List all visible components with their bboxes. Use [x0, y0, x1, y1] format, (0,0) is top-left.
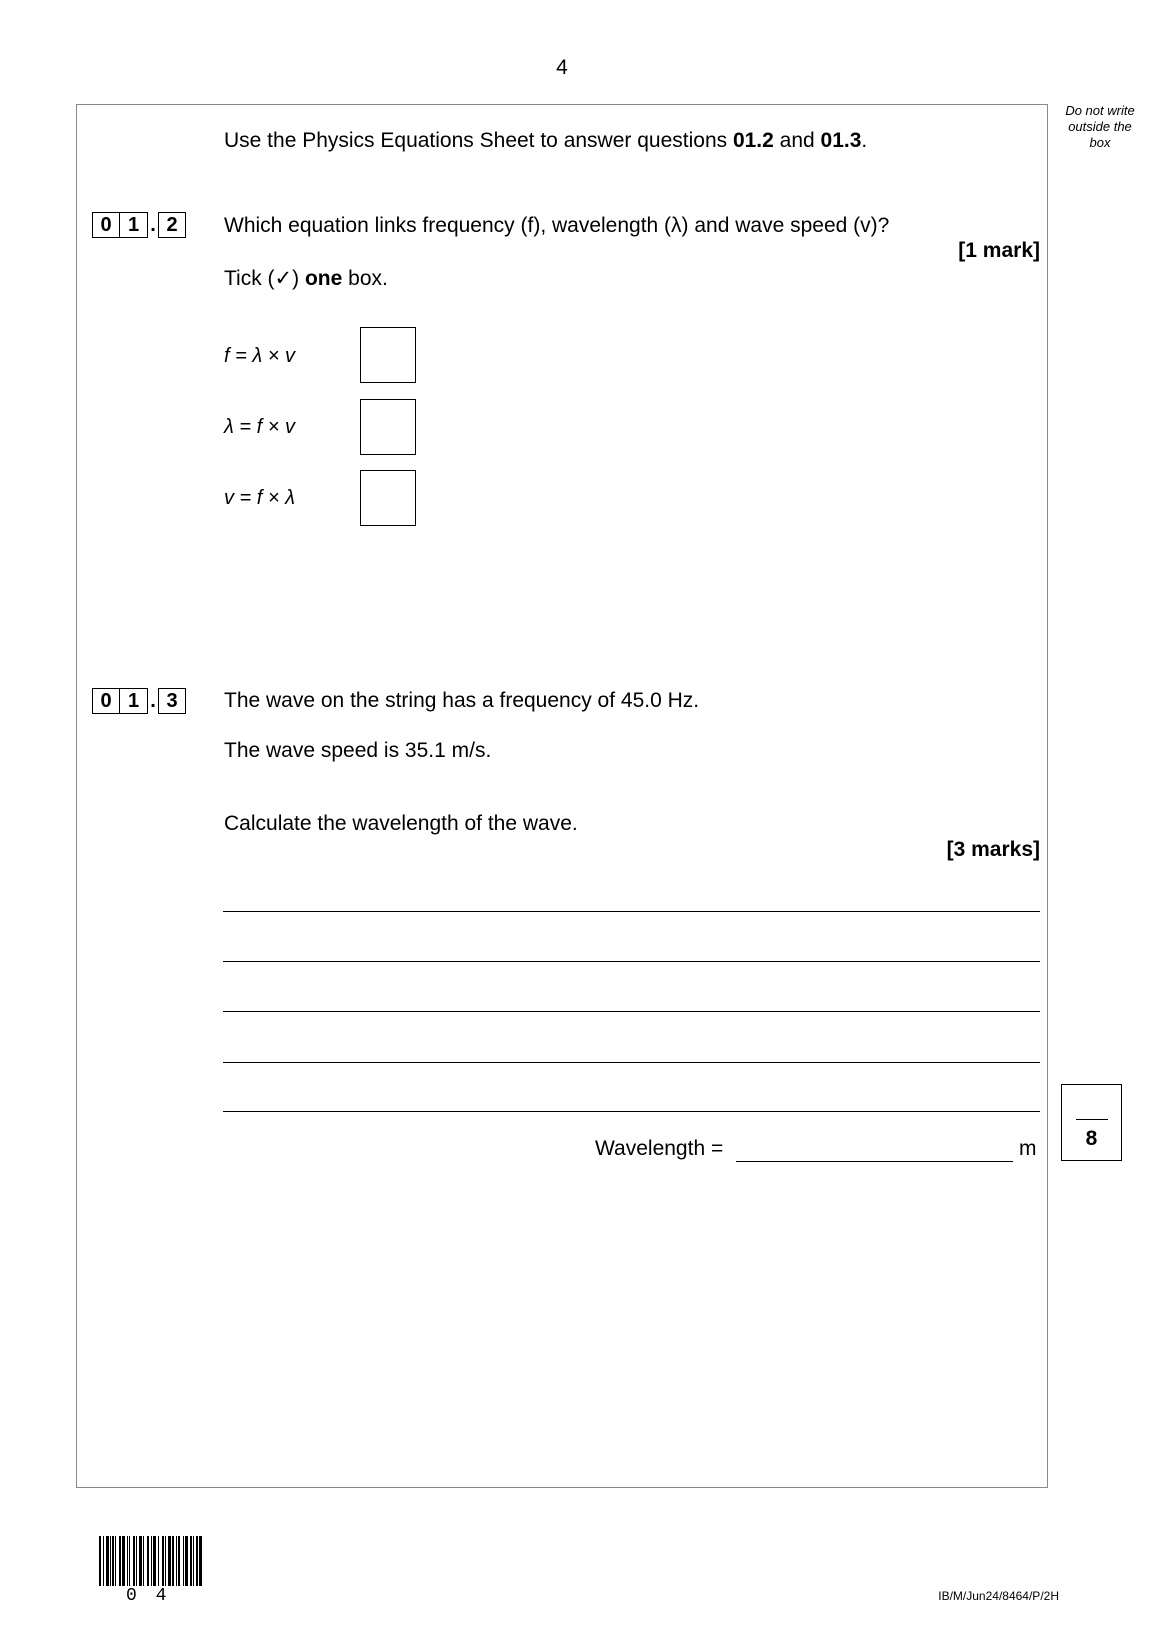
- intro-text: [224, 129, 867, 153]
- question-text-01-2: Which equation links frequency (f), wavelength (λ) and wave speed (v)?: [224, 214, 890, 237]
- answer-frame: [76, 104, 1048, 1488]
- margin-note: Do not write outside the box: [1065, 103, 1135, 150]
- option-label: f = λ × v: [224, 345, 295, 367]
- intro-q2: 01.3: [820, 129, 862, 152]
- intro-q1: 01.2: [732, 129, 774, 152]
- question-number-01-2: 0 1 . 2: [92, 211, 186, 239]
- question-text-01-3-line1: The wave on the string has a frequency of 45.0 Hz.: [224, 689, 700, 712]
- question-text-01-3-line2: The wave speed is 35.1 m/s.: [224, 739, 492, 762]
- digit: 1: [120, 212, 148, 238]
- digit: 2: [158, 212, 186, 238]
- marks-total: 8: [1085, 1127, 1098, 1150]
- digit: 3: [158, 688, 186, 714]
- digit: 0: [92, 688, 120, 714]
- tick-instruction: [224, 267, 388, 291]
- intro-end: .: [861, 129, 868, 152]
- wavelength-label: Wavelength =: [595, 1137, 724, 1160]
- digit: 1: [120, 688, 148, 714]
- question-number-01-3: 0 1 . 3: [92, 687, 186, 715]
- wavelength-answer-field[interactable]: [736, 1161, 1013, 1162]
- question-text-01-3-line3: Calculate the wavelength of the wave.: [224, 812, 578, 835]
- intro-and: and: [773, 129, 821, 152]
- marks-label-01-3: [3 marks]: [946, 838, 1040, 861]
- wavelength-unit: m: [1019, 1137, 1037, 1160]
- option-label: v = f × λ: [224, 487, 295, 509]
- tick-box-option-1[interactable]: [360, 327, 416, 383]
- digit: 0: [92, 212, 120, 238]
- intro-text-start: Use the Physics Equations Sheet to answer questions: [224, 129, 733, 152]
- instruction-bold: one: [304, 267, 343, 290]
- paper-reference: IB/M/Jun24/8464/P/2H: [938, 1589, 1059, 1603]
- instruction-end: box.: [342, 267, 388, 290]
- marks-label-01-2: [1 mark]: [958, 239, 1040, 262]
- tick-box-option-3[interactable]: [360, 470, 416, 526]
- option-label: λ = f × v: [224, 416, 295, 438]
- answer-line[interactable]: [223, 911, 1040, 912]
- page-marks-box: [1061, 1084, 1122, 1161]
- barcode: [99, 1536, 203, 1586]
- page-number: 4: [556, 56, 568, 79]
- answer-line[interactable]: [223, 961, 1040, 962]
- answer-line[interactable]: [223, 1062, 1040, 1063]
- barcode-digits: 0 4: [126, 1586, 171, 1606]
- answer-line[interactable]: [223, 1111, 1040, 1112]
- tick-box-option-2[interactable]: [360, 399, 416, 455]
- answer-line[interactable]: [223, 1011, 1040, 1012]
- marks-divider: [1076, 1119, 1108, 1120]
- instruction-start: Tick (✓): [224, 267, 305, 290]
